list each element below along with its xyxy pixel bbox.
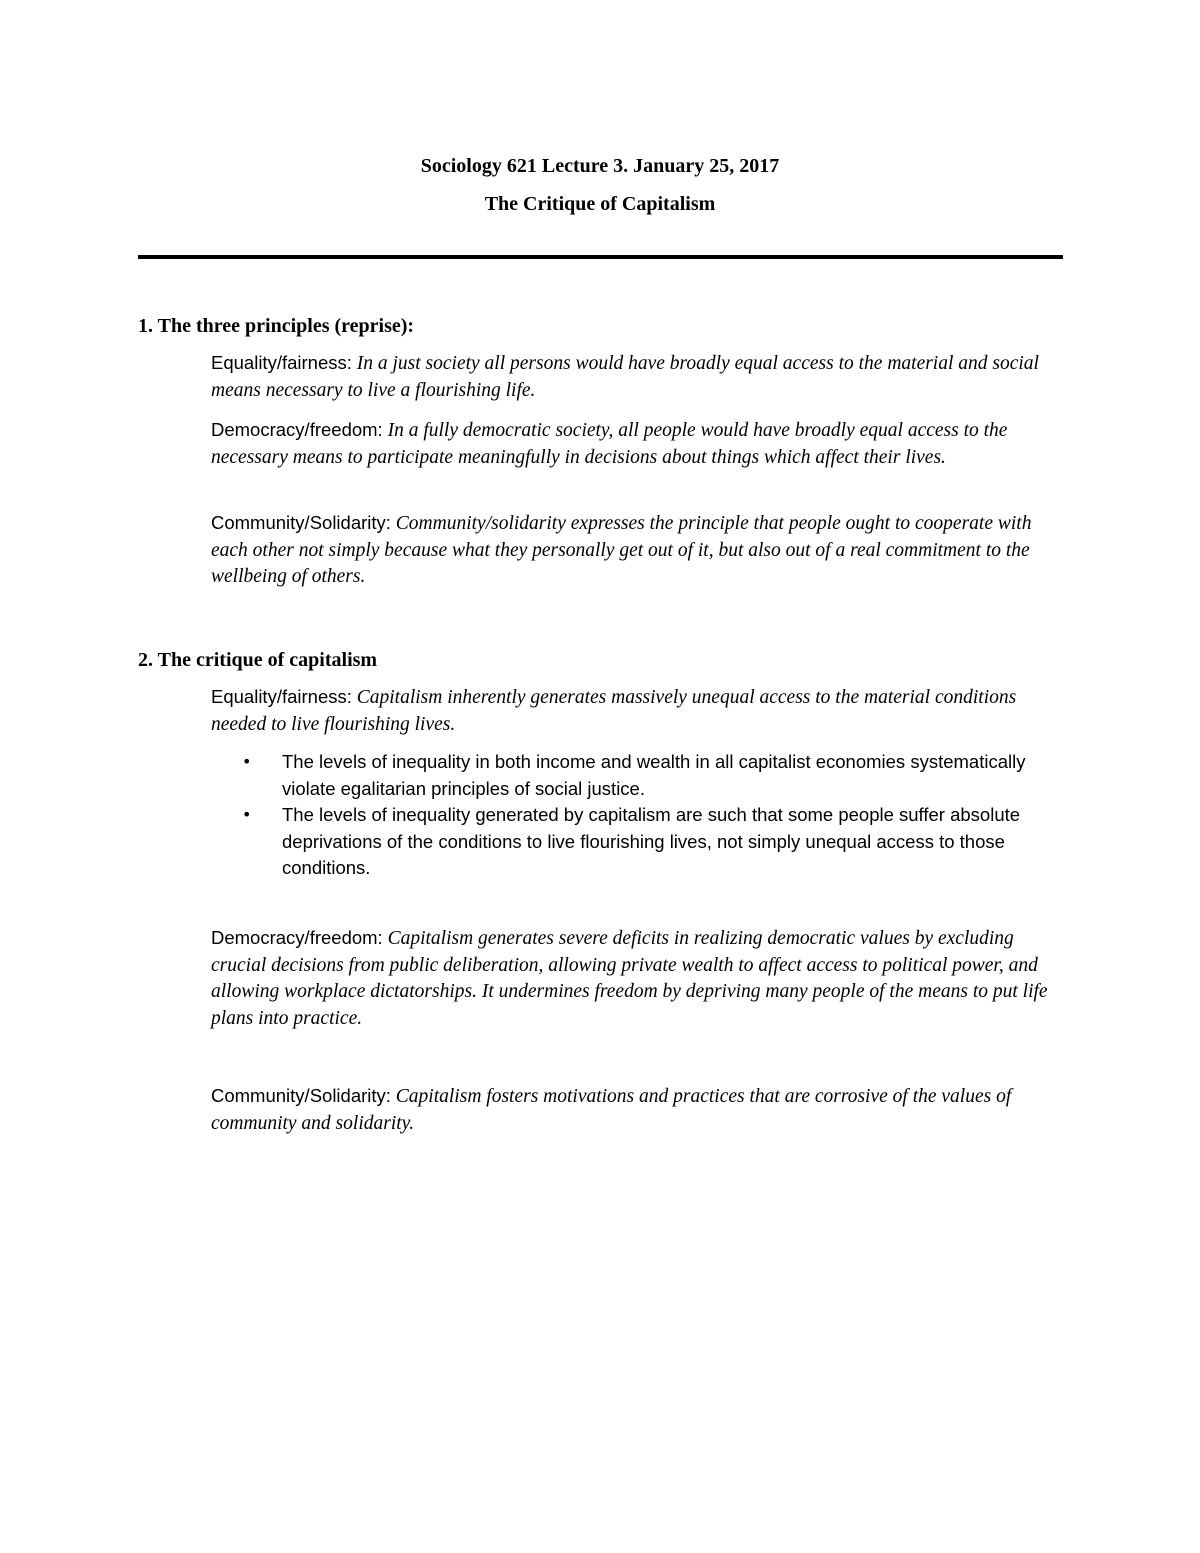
critique-equality-label: Equality/fairness: <box>211 686 352 707</box>
bullet-text: The levels of inequality in both income and wealth in all capitalist economies systematically violate egalitarian principles of social justice. <box>282 751 1026 799</box>
principle-community-text: Community/solidarity expresses the principle that people ought to cooperate with each other not simply because what they personally get out of it, but also out of a real commitment to the wellbeing of others. <box>211 513 1032 587</box>
principle-democracy-text: In a fully democratic society, all people would have broadly equal access to the necessary means to participate meaningfully in decisions about things which affect their lives. <box>211 420 1008 468</box>
principle-equality <box>211 350 1071 404</box>
list-item <box>240 749 1060 802</box>
principle-democracy <box>211 417 1071 471</box>
critique-community-text: Capitalism fosters motivations and practices that are corrosive of the values of community and solidarity. <box>211 1086 1012 1134</box>
principle-democracy-label: Democracy/freedom: <box>211 419 383 440</box>
document-title: Sociology 621 Lecture 3. January 25, 2017 <box>420 155 780 177</box>
critique-equality-text: Capitalism inherently generates massively unequal access to the material conditions needed to live flourishing lives. <box>211 687 1017 735</box>
critique-community-label: Community/Solidarity: <box>211 1085 391 1106</box>
principle-community-label: Community/Solidarity: <box>211 512 391 533</box>
section-1-heading: 1. The three principles (reprise): <box>138 315 415 337</box>
section-2-heading: 2. The critique of capitalism <box>138 649 378 671</box>
principle-equality-label: Equality/fairness: <box>211 352 352 373</box>
critique-democracy-label: Democracy/freedom: <box>211 927 383 948</box>
critique-community <box>211 1083 1071 1137</box>
critique-democracy-text: Capitalism generates severe deficits in realizing democratic values by excluding crucial decisions from public deliberation, allowing private wealth to affect access to political power, and allowing workplace dictatorships. It undermines freedom by depriving many people of the means to put life plans into practice. <box>211 928 1048 1029</box>
inequality-bullet-list <box>240 749 1060 882</box>
principle-community <box>211 510 1071 591</box>
critique-democracy <box>211 925 1071 1032</box>
bullet-icon: • <box>242 752 252 771</box>
horizontal-rule <box>138 255 1063 259</box>
principle-equality-text: In a just society all persons would have broadly equal access to the material and social means necessary to live a flourishing life. <box>211 353 1039 401</box>
list-item <box>240 802 1060 882</box>
document-subtitle: The Critique of Capitalism <box>484 193 716 215</box>
critique-equality <box>211 684 1071 738</box>
bullet-icon: • <box>242 805 252 824</box>
bullet-text: The levels of inequality generated by capitalism are such that some people suffer absolute deprivations of the conditions to live flourishing lives, not simply unequal access to those conditions. <box>282 804 1021 878</box>
